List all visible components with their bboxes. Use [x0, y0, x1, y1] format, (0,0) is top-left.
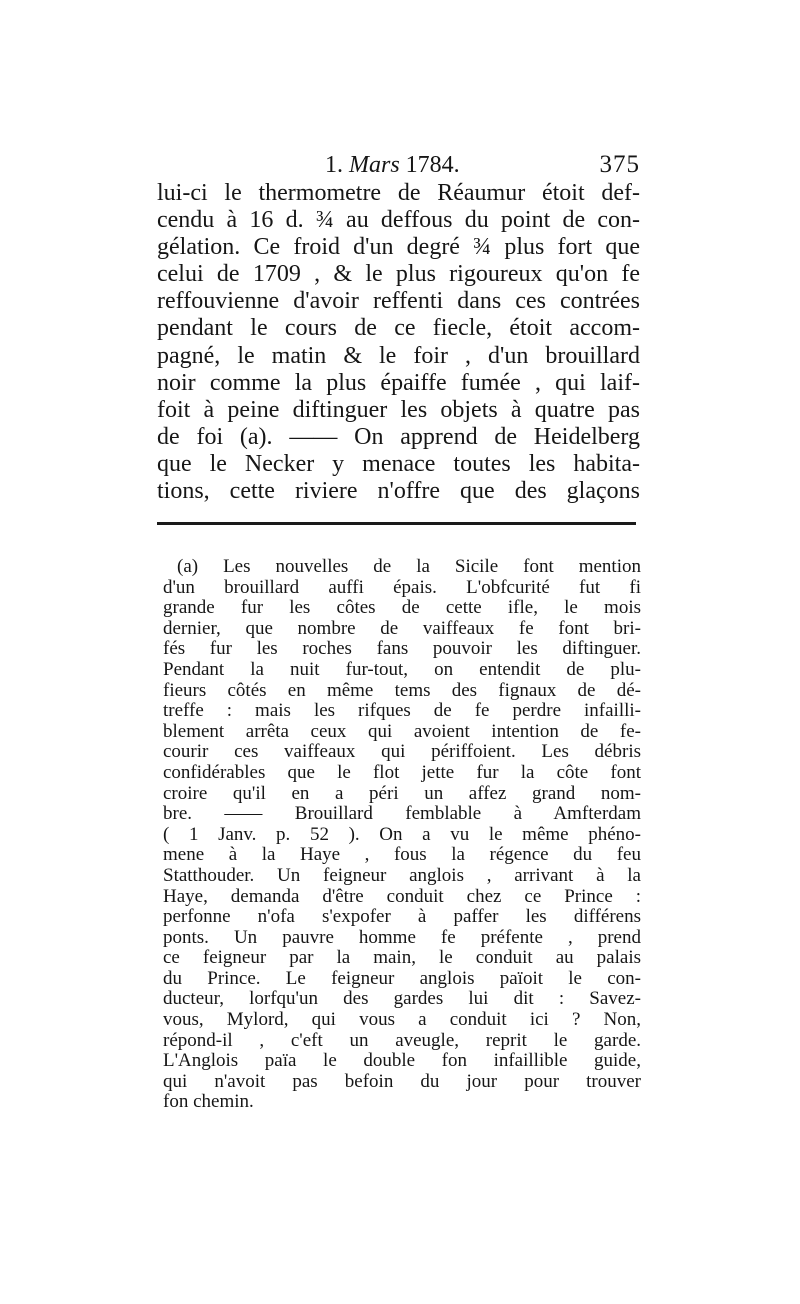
footnote-line: ponts. Un pauvre homme fe préfente , prend [163, 926, 641, 948]
footnote-line: Statthouder. Un feigneur anglois , arrivant à la [163, 864, 641, 886]
footnote-line: blement arrêta ceux qui avoient intention de fe- [163, 720, 641, 742]
text-line: tions, cette riviere n'offre que des glaçons [157, 478, 640, 505]
footnote-line: mene à la Haye , fous la régence du feu [163, 844, 641, 866]
header-month: Mars [349, 152, 400, 178]
footnote-line: bre. —— Brouillard femblable à Amfterdam [163, 803, 641, 825]
footnote [163, 557, 641, 1113]
text-line: lui-ci le thermometre de Réaumur étoit def- [157, 180, 640, 206]
text-line: celui de 1709 , & le plus rigoureux qu'on fe [157, 261, 640, 288]
footnote-line: vous, Mylord, qui vous a conduit ici ? Non, [163, 1009, 641, 1031]
footnote-line: ce feigneur par la main, le conduit au palais [163, 947, 641, 969]
footnote-line: treffe : mais les rifques de fe perdre infailli- [163, 700, 641, 722]
text-line: foit à peine diftinguer les objets à quatre pas [157, 396, 640, 423]
footnote-line: d'un brouillard auffi épais. L'obfcurité fut fi [163, 576, 641, 598]
text-line: noir comme la plus épaiffe fumée , qui laif- [157, 369, 640, 396]
text-line: pendant le cours de ce fiecle, étoit accom- [157, 315, 640, 342]
footnote-line: croire qu'il en a péri un affez grand nom- [163, 782, 641, 804]
footnote-line: courir ces vaiffeaux qui périffoient. Les débris [163, 741, 641, 763]
header-year: 1784. [405, 152, 460, 178]
footnote-line: ducteur, lorfqu'un des gardes lui dit : Savez- [163, 988, 641, 1010]
footnote-line: confidérables que le flot jette fur la côte font [163, 761, 641, 783]
text-line: de foi (a). —— On apprend de Heidelberg [157, 423, 640, 450]
footnote-line: répond-il , c'eft un aveugle, reprit le garde. [163, 1029, 641, 1051]
footnote-divider [157, 522, 636, 525]
text-line: pagné, le matin & le foir , d'un brouillard [157, 342, 640, 369]
header-date [325, 150, 460, 180]
footnote-line: perfonne n'ofa s'expofer à paffer les différens [163, 906, 641, 928]
page-number: 375 [599, 151, 640, 178]
footnote-line: fon chemin. [163, 1091, 254, 1113]
header-day: 1. [325, 152, 343, 178]
footnote-line: fieurs côtés en même tems des fignaux de dé- [163, 679, 641, 701]
footnote-line: Haye, demanda d'être conduit chez ce Prince : [163, 885, 641, 907]
text-line: cendu à 16 d. ¾ au deffous du point de con- [157, 207, 640, 234]
main-text [157, 180, 640, 505]
footnote-line: fés fur les roches fans pouvoir les diftinguer. [163, 638, 641, 660]
text-line: gélation. Ce froid d'un degré ¾ plus fort que [157, 234, 640, 261]
text-line: que le Necker y menace toutes les habita- [157, 450, 640, 477]
footnote-line: dernier, que nombre de vaiffeaux fe font bri- [163, 617, 641, 639]
footnote-line: (a) Les nouvelles de la Sicile font mention [177, 556, 641, 577]
footnote-line: L'Anglois païa le double fon infaillible guide, [163, 1050, 641, 1072]
running-header [160, 150, 640, 184]
footnote-line: ( 1 Janv. p. 52 ). On a vu le même phéno- [163, 823, 641, 845]
footnote-line: qui n'avoit pas befoin du jour pour trouver [163, 1070, 641, 1092]
footnote-line: du Prince. Le feigneur anglois païoit le con- [163, 967, 641, 989]
footnote-line: grande fur les côtes de cette ifle, le mois [163, 597, 641, 619]
text-line: reffouvienne d'avoir reffenti dans ces contrées [157, 288, 640, 315]
footnote-line: Pendant la nuit fur-tout, on entendit de plu- [163, 658, 641, 680]
